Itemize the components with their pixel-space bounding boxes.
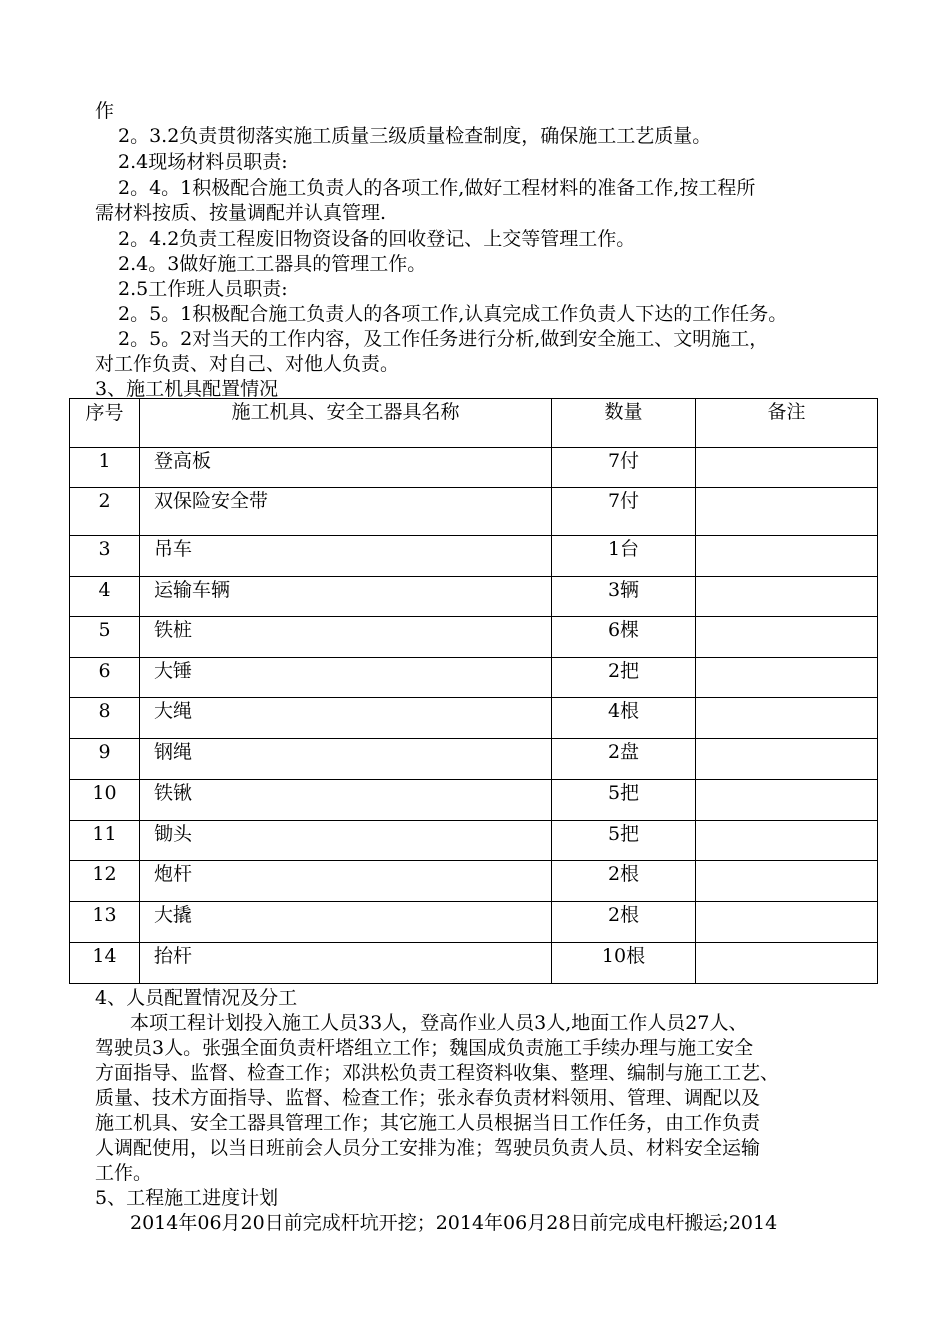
paragraph-line-3: 2.4现场材料员职责: xyxy=(118,151,288,173)
row-name: 大绳 xyxy=(140,698,552,739)
header-no: 序号 xyxy=(70,399,140,448)
row-qty: 2根 xyxy=(552,902,696,943)
paragraph-line-6: 2。4.2负责工程废旧物资设备的回收登记、上交等管理工作。 xyxy=(118,228,636,250)
table-row xyxy=(70,902,878,943)
row-qty: 7付 xyxy=(552,488,696,536)
row-qty: 1台 xyxy=(552,536,696,577)
paragraph-line-11: 对工作负责、对自己、对他人负责。 xyxy=(95,353,400,375)
tools-table-header-row xyxy=(70,399,878,448)
table-row xyxy=(70,617,878,658)
row-no: 3 xyxy=(70,536,140,577)
row-name: 大锤 xyxy=(140,658,552,698)
row-note xyxy=(696,780,878,821)
row-name: 铁锹 xyxy=(140,780,552,821)
paragraph-line-5: 需材料按质、按量调配并认真管理. xyxy=(95,202,387,224)
paragraph-line-2: 2。3.2负责贯彻落实施工质量三级质量检查制度，确保施工工艺质量。 xyxy=(118,125,712,147)
row-name: 抬杆 xyxy=(140,943,552,984)
table-row xyxy=(70,780,878,821)
row-no: 10 xyxy=(70,780,140,821)
paragraph-bottom-line-9: 5、工程施工进度计划 xyxy=(95,1187,279,1209)
table-row xyxy=(70,448,878,488)
row-no: 11 xyxy=(70,821,140,861)
table-row xyxy=(70,536,878,577)
row-qty: 3辆 xyxy=(552,577,696,617)
table-row xyxy=(70,488,878,536)
row-no: 4 xyxy=(70,577,140,617)
row-qty: 2根 xyxy=(552,861,696,902)
row-no: 8 xyxy=(70,698,140,739)
paragraph-bottom-line-8: 工作。 xyxy=(95,1162,153,1184)
paragraph-line-7: 2.4。3做好施工工器具的管理工作。 xyxy=(118,253,427,275)
paragraph-bottom-line-3: 驾驶员3人。张强全面负责杆塔组立工作；魏国成负责施工手续办理与施工安全 xyxy=(95,1037,754,1059)
paragraph-line-1: 作 xyxy=(95,100,115,122)
paragraph-line-10: 2。5。2对当天的工作内容，及工作任务进行分析,做到安全施工、文明施工， xyxy=(118,328,769,350)
paragraph-bottom-line-2: 本项工程计划投入施工人员33人，登高作业人员3人,地面工作人员27人、 xyxy=(130,1012,748,1034)
row-no: 12 xyxy=(70,861,140,902)
row-name: 锄头 xyxy=(140,821,552,861)
row-name: 钢绳 xyxy=(140,739,552,780)
paragraph-bottom-line-6: 施工机具、安全工器具管理工作；其它施工人员根据当日工作任务，由工作负责 xyxy=(95,1112,761,1134)
header-name: 施工机具、安全工器具名称 xyxy=(140,399,552,448)
row-no: 14 xyxy=(70,943,140,984)
paragraph-line-4: 2。4。1积极配合施工负责人的各项工作,做好工程材料的准备工作,按工程所 xyxy=(118,177,756,199)
row-note xyxy=(696,902,878,943)
row-no: 13 xyxy=(70,902,140,943)
row-no: 1 xyxy=(70,448,140,488)
header-qty: 数量 xyxy=(552,399,696,448)
table-row xyxy=(70,943,878,984)
row-note xyxy=(696,448,878,488)
row-note xyxy=(696,488,878,536)
row-name: 吊车 xyxy=(140,536,552,577)
row-note xyxy=(696,698,878,739)
row-qty: 5把 xyxy=(552,821,696,861)
paragraph-line-12: 3、施工机具配置情况 xyxy=(95,378,279,400)
table-row xyxy=(70,698,878,739)
paragraph-bottom-line-10: 2014年06月20日前完成杆坑开挖；2014年06月28日前完成电杆搬运;2014 xyxy=(130,1212,778,1234)
row-name: 炮杆 xyxy=(140,861,552,902)
row-name: 大撬 xyxy=(140,902,552,943)
row-no: 6 xyxy=(70,658,140,698)
table-row xyxy=(70,577,878,617)
row-note xyxy=(696,861,878,902)
paragraph-bottom-line-7: 人调配使用，以当日班前会人员分工安排为准；驾驶员负责人员、材料安全运输 xyxy=(95,1137,761,1159)
paragraph-line-8: 2.5工作班人员职责: xyxy=(118,278,288,300)
row-name: 双保险安全带 xyxy=(140,488,552,536)
row-note xyxy=(696,739,878,780)
table-row xyxy=(70,821,878,861)
row-name: 运输车辆 xyxy=(140,577,552,617)
row-note xyxy=(696,658,878,698)
row-no: 5 xyxy=(70,617,140,658)
row-note xyxy=(696,536,878,577)
row-qty: 2把 xyxy=(552,658,696,698)
table-row xyxy=(70,658,878,698)
row-qty: 5把 xyxy=(552,780,696,821)
row-name: 登高板 xyxy=(140,448,552,488)
row-qty: 2盘 xyxy=(552,739,696,780)
row-qty: 6棵 xyxy=(552,617,696,658)
row-no: 2 xyxy=(70,488,140,536)
header-note: 备注 xyxy=(696,399,878,448)
row-no: 9 xyxy=(70,739,140,780)
row-qty: 7付 xyxy=(552,448,696,488)
paragraph-bottom-line-4: 方面指导、监督、检查工作；邓洪松负责工程资料收集、整理、编制与施工工艺、 xyxy=(95,1062,780,1084)
row-name: 铁桩 xyxy=(140,617,552,658)
row-note xyxy=(696,943,878,984)
row-qty: 4根 xyxy=(552,698,696,739)
row-note xyxy=(696,821,878,861)
row-qty: 10根 xyxy=(552,943,696,984)
paragraph-bottom-line-1: 4、人员配置情况及分工 xyxy=(95,987,298,1009)
tools-table xyxy=(69,398,878,984)
paragraph-line-9: 2。5。1积极配合施工负责人的各项工作,认真完成工作负责人下达的工作任务。 xyxy=(118,303,788,325)
paragraph-bottom-line-5: 质量、技术方面指导、监督、检查工作；张永春负责材料领用、管理、调配以及 xyxy=(95,1087,761,1109)
table-row xyxy=(70,739,878,780)
table-row xyxy=(70,861,878,902)
row-note xyxy=(696,617,878,658)
row-note xyxy=(696,577,878,617)
